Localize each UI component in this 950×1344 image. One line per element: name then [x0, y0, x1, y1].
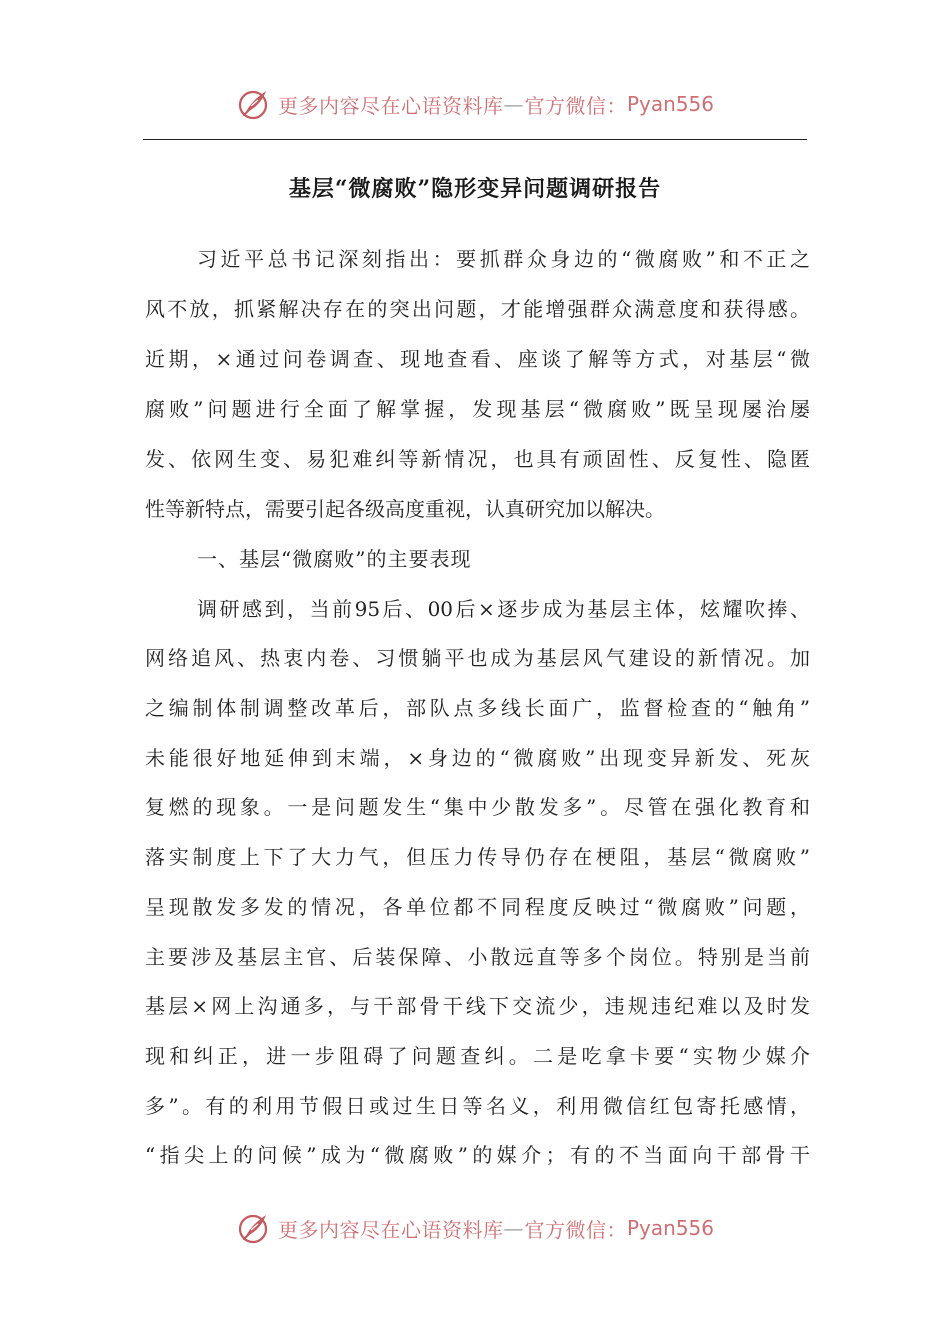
- quill-logo-icon: [236, 86, 272, 122]
- document-title: 基层“微腐败”隐形变异问题调研报告: [288, 176, 662, 202]
- header-banner: [0, 84, 950, 124]
- paragraph-line: 发、依网生变、易犯难纠等新情况，也具有顽固性、反复性、隐匿: [145, 447, 810, 471]
- banner-text: 更多内容尽在心语资料库: [277, 1217, 504, 1242]
- quill-logo-icon: [236, 1210, 272, 1246]
- footer-banner: [0, 1208, 950, 1248]
- paragraph-line: 未能很好地延伸到末端，×身边的“微腐败”出现变异新发、死灰: [145, 746, 810, 770]
- paragraph-line: 腐败”问题进行全面了解掌握，发现基层“微腐败”既呈现屡治屡: [145, 397, 810, 421]
- banner-label: 官方微信：: [524, 93, 627, 118]
- paragraph-line: 风不放，抓紧解决存在的突出问题，才能增强群众满意度和获得感。: [145, 297, 810, 321]
- paragraph-line: 现和纠正，进一步阻碍了问题查纠。二是吃拿卡要“实物少媒介: [145, 1044, 810, 1068]
- paragraph-line: 近期，×通过问卷调查、现地查看、座谈了解等方式，对基层“微: [145, 347, 810, 371]
- paragraph-line: 呈现散发多发的情况，各单位都不同程度反映过“微腐败”问题，: [145, 895, 810, 919]
- section-heading: 一、基层“微腐败”的主要表现: [197, 547, 472, 571]
- paragraph-line: 性等新特点，需要引起各级高度重视，认真研究加以解决。: [145, 497, 665, 521]
- paragraph-line: 多”。有的利用节假日或过生日等名义，利用微信红包寄托感情，: [145, 1094, 810, 1118]
- banner-label: 官方微信：: [524, 1217, 627, 1242]
- banner-wechat-id: Pyan556: [626, 92, 714, 116]
- paragraph-line: 网络追风、热衷内卷、习惯躺平也成为基层风气建设的新情况。加: [145, 646, 810, 670]
- paragraph-line: 落实制度上下了大力气，但压力传导仍存在梗阻，基层“微腐败”: [145, 845, 810, 869]
- banner-wechat-id: Pyan556: [626, 1216, 714, 1240]
- paragraph-line: 习近平总书记深刻指出：要抓群众身边的“微腐败”和不正之: [197, 247, 810, 271]
- banner-separator: —: [503, 92, 525, 116]
- header-divider: [143, 139, 807, 140]
- paragraph-line: 复燃的现象。一是问题发生“集中少散发多”。尽管在强化教育和: [145, 795, 810, 819]
- paragraph-line: 之编制体制调整改革后，部队点多线长面广，监督检查的“触角”: [145, 696, 810, 720]
- banner-separator: —: [503, 1216, 525, 1240]
- paragraph-line: 主要涉及基层主官、后装保障、小散远直等多个岗位。特别是当前: [145, 945, 810, 969]
- banner-text: 更多内容尽在心语资料库: [277, 93, 504, 118]
- paragraph-line: 调研感到，当前95后、00后×逐步成为基层主体，炫耀吹捧、: [197, 597, 810, 621]
- paragraph-line: “指尖上的问候”成为“微腐败”的媒介；有的不当面向干部骨干: [145, 1143, 810, 1167]
- paragraph-line: 基层×网上沟通多，与干部骨干线下交流少，违规违纪难以及时发: [145, 994, 810, 1018]
